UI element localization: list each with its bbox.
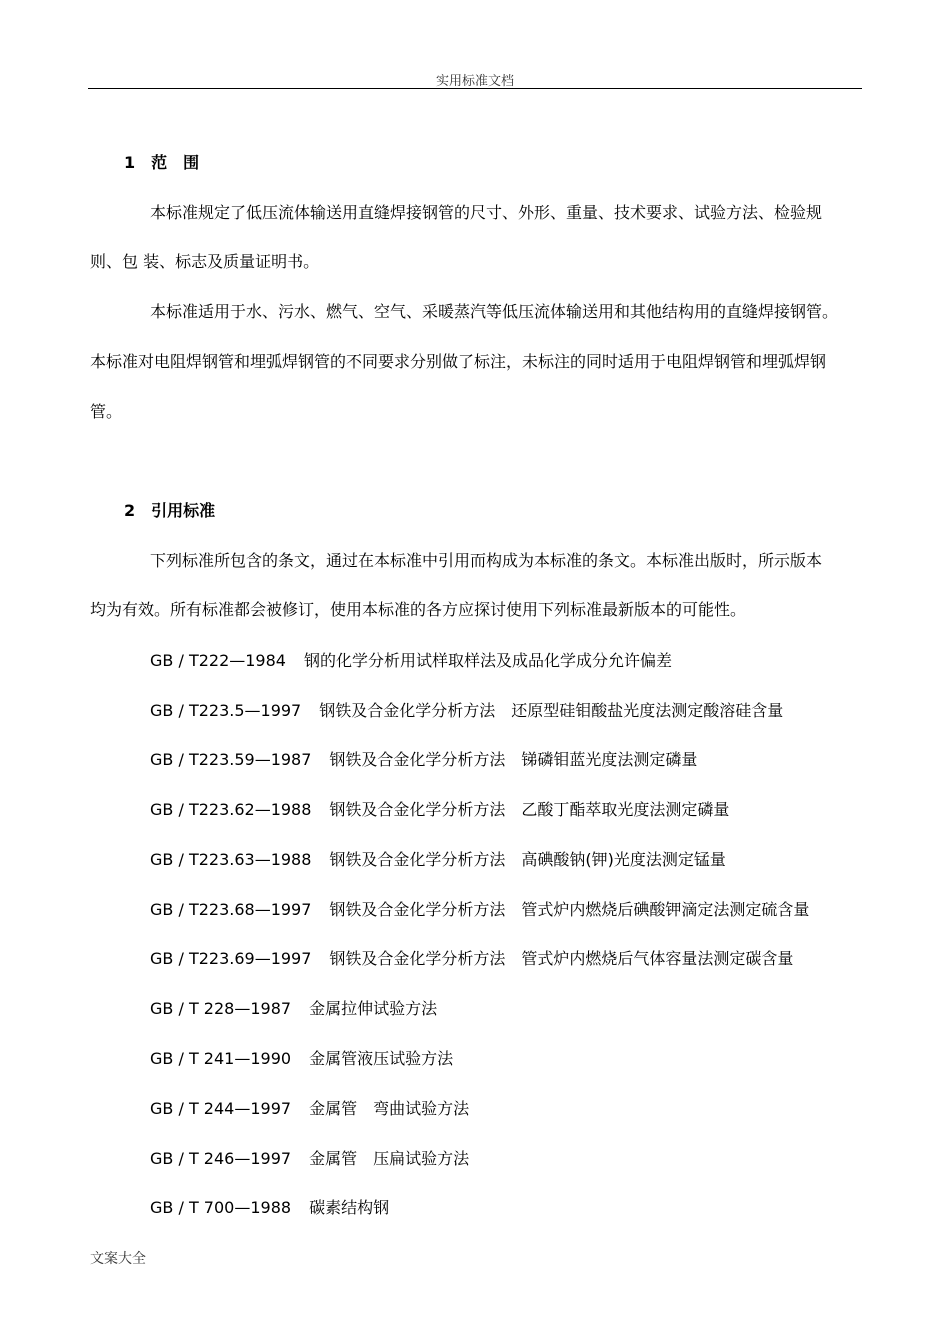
- reference-code: GB / T 246—1997: [150, 1149, 292, 1168]
- paragraph-line: 下列标准所包含的条文，通过在本标准中引用而构成为本标准的条文。本标准出版时，所示版本: [150, 551, 823, 570]
- reference-code: GB / T 700—1988: [150, 1198, 292, 1217]
- reference-item: [150, 798, 729, 822]
- reference-item: [150, 748, 697, 772]
- reference-title: 钢铁及合金化学分析方法 管式炉内燃烧后气体容量法测定碳含量: [329, 949, 794, 968]
- reference-code: GB / T223.59—1987: [150, 750, 312, 769]
- reference-item: [150, 1147, 469, 1171]
- section-2-heading: 2 引用标准: [124, 501, 216, 520]
- paragraph-line: 本标准规定了低压流体输送用直缝焊接钢管的尺寸、外形、重量、技术要求、试验方法、检验规: [150, 203, 823, 222]
- paragraph-line: 则、包 装、标志及质量证明书。: [90, 252, 320, 271]
- reference-title: 金属管 弯曲试验方法: [309, 1099, 470, 1118]
- reference-title: 金属管 压扁试验方法: [309, 1149, 470, 1168]
- page-footer: 文案大全: [90, 1251, 146, 1267]
- paragraph-line: 本标准适用于水、污水、燃气、空气、采暖蒸汽等低压流体输送用和其他结构用的直缝焊接钢管。: [150, 302, 839, 321]
- reference-item: [150, 1047, 453, 1071]
- reference-item: [150, 848, 726, 872]
- reference-title: 钢铁及合金化学分析方法 高碘酸钠(钾)光度法测定锰量: [329, 850, 726, 869]
- paragraph-line: 均为有效。所有标准都会被修订，使用本标准的各方应探讨使用下列标准最新版本的可能性。: [90, 600, 747, 619]
- section-1-heading: 1 范 围: [124, 153, 200, 172]
- header-divider: [88, 88, 862, 89]
- reference-title: 钢的化学分析用试样取样法及成品化学成分允许偏差: [303, 651, 672, 670]
- reference-title: 钢铁及合金化学分析方法 管式炉内燃烧后碘酸钾滴定法测定硫含量: [329, 900, 810, 919]
- reference-item: [150, 1097, 469, 1121]
- reference-item: [150, 997, 437, 1021]
- reference-item: [150, 649, 672, 673]
- reference-code: GB / T223.69—1997: [150, 949, 312, 968]
- reference-code: GB / T 228—1987: [150, 999, 292, 1018]
- reference-code: GB / T 244—1997: [150, 1099, 292, 1118]
- reference-code: GB / T223.68—1997: [150, 900, 312, 919]
- reference-title: 碳素结构钢: [309, 1198, 390, 1217]
- reference-code: GB / T 241—1990: [150, 1049, 292, 1068]
- paragraph-line: 本标准对电阻焊钢管和埋弧焊钢管的不同要求分别做了标注，未标注的同时适用于电阻焊钢管和埋弧焊钢: [90, 352, 827, 371]
- reference-item: [150, 947, 793, 971]
- paragraph-line: 管。: [90, 402, 123, 421]
- reference-title: 钢铁及合金化学分析方法 锑磷钼蓝光度法测定磷量: [329, 750, 698, 769]
- reference-code: GB / T223.5—1997: [150, 701, 302, 720]
- reference-title: 金属拉伸试验方法: [309, 999, 438, 1018]
- reference-title: 金属管液压试验方法: [309, 1049, 454, 1068]
- reference-title: 钢铁及合金化学分析方法 乙酸丁酯萃取光度法测定磷量: [329, 800, 730, 819]
- reference-item: [150, 898, 809, 922]
- page-header: 实用标准文档: [435, 74, 514, 89]
- reference-title: 钢铁及合金化学分析方法 还原型硅钼酸盐光度法测定酸溶硅含量: [319, 701, 784, 720]
- reference-item: [150, 699, 783, 723]
- reference-code: GB / T223.63—1988: [150, 850, 312, 869]
- reference-code: GB / T223.62—1988: [150, 800, 312, 819]
- reference-item: [150, 1196, 389, 1220]
- reference-code: GB / T222—1984: [150, 651, 286, 670]
